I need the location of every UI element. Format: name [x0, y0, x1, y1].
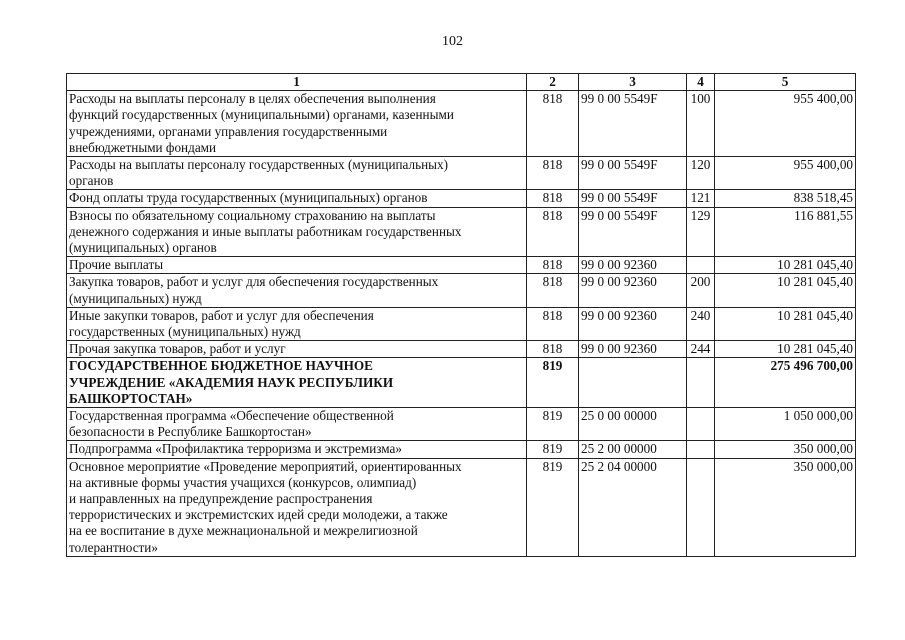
row-grbs: 818: [527, 207, 579, 257]
table-row: [67, 274, 856, 307]
header-col-5: 5: [715, 74, 856, 91]
table-row: [67, 458, 856, 556]
row-grbs: 818: [527, 307, 579, 340]
table-row: [67, 257, 856, 274]
row-sum: 275 496 700,00: [715, 358, 856, 408]
row-name: Прочие выплаты: [67, 257, 527, 274]
row-grbs: 819: [527, 358, 579, 408]
table-row: [67, 441, 856, 458]
row-grbs: 818: [527, 157, 579, 190]
row-csr: 99 0 00 92360: [579, 341, 687, 358]
row-name: Расходы на выплаты персоналу в целях обеспечения выполнения функций государственных (муниципальными) органами, казенными учреждениями, органами управления государственными внебюджетными фондами: [67, 91, 527, 157]
row-vr: [687, 408, 715, 441]
row-vr: 240: [687, 307, 715, 340]
row-csr: 99 0 00 5549F: [579, 190, 687, 207]
row-csr: 99 0 00 5549F: [579, 207, 687, 257]
table-row-institution: [67, 358, 856, 408]
row-sum: 955 400,00: [715, 91, 856, 157]
row-sum: 1 050 000,00: [715, 408, 856, 441]
table-row: [67, 341, 856, 358]
row-csr: 99 0 00 5549F: [579, 157, 687, 190]
header-col-3: 3: [579, 74, 687, 91]
row-csr: 99 0 00 5549F: [579, 91, 687, 157]
row-vr: 120: [687, 157, 715, 190]
row-csr: 25 2 00 00000: [579, 441, 687, 458]
row-name: ГОСУДАРСТВЕННОЕ БЮДЖЕТНОЕ НАУЧНОЕ УЧРЕЖДЕНИЕ «АКАДЕМИЯ НАУК РЕСПУБЛИКИ БАШКОРТОСТАН»: [67, 358, 527, 408]
row-sum: 350 000,00: [715, 458, 856, 556]
row-vr: 244: [687, 341, 715, 358]
table-row: [67, 190, 856, 207]
row-grbs: 818: [527, 91, 579, 157]
table-row: [67, 307, 856, 340]
table-row: [67, 207, 856, 257]
row-vr: [687, 358, 715, 408]
row-sum: 955 400,00: [715, 157, 856, 190]
row-vr: [687, 441, 715, 458]
row-sum: 838 518,45: [715, 190, 856, 207]
header-col-4: 4: [687, 74, 715, 91]
row-vr: 129: [687, 207, 715, 257]
row-name: Подпрограмма «Профилактика терроризма и экстремизма»: [67, 441, 527, 458]
row-vr: 100: [687, 91, 715, 157]
row-vr: [687, 458, 715, 556]
row-grbs: 818: [527, 190, 579, 207]
row-name: Закупка товаров, работ и услуг для обеспечения государственных (муниципальных) нужд: [67, 274, 527, 307]
header-row: [67, 74, 856, 91]
row-name: Государственная программа «Обеспечение общественной безопасности в Республике Башкортостан»: [67, 408, 527, 441]
row-name: Расходы на выплаты персоналу государственных (муниципальных) органов: [67, 157, 527, 190]
header-col-1: 1: [67, 74, 527, 91]
row-csr: 99 0 00 92360: [579, 274, 687, 307]
row-vr: 121: [687, 190, 715, 207]
header-col-2: 2: [527, 74, 579, 91]
row-name: Фонд оплаты труда государственных (муниципальных) органов: [67, 190, 527, 207]
row-csr: 25 0 00 00000: [579, 408, 687, 441]
row-name: Взносы по обязательному социальному страхованию на выплаты денежного содержания и иные выплаты работникам государственных (муниципальных) органов: [67, 207, 527, 257]
table-row: [67, 157, 856, 190]
row-csr: 99 0 00 92360: [579, 307, 687, 340]
row-grbs: 819: [527, 441, 579, 458]
row-name: Основное мероприятие «Проведение мероприятий, ориентированных на активные формы участия учащихся (конкурсов, олимпиад) и направленных на предупреждение распространения террористических и экстремистских идей среди молодежи, а также на ее воспитание в духе межнациональной и межрелигиозной толерантности»: [67, 458, 527, 556]
row-grbs: 819: [527, 408, 579, 441]
row-vr: 200: [687, 274, 715, 307]
budget-table: [66, 73, 856, 557]
row-grbs: 818: [527, 341, 579, 358]
row-grbs: 818: [527, 257, 579, 274]
row-csr: 25 2 04 00000: [579, 458, 687, 556]
row-name: Прочая закупка товаров, работ и услуг: [67, 341, 527, 358]
row-vr: [687, 257, 715, 274]
row-sum: 10 281 045,40: [715, 257, 856, 274]
row-csr: 99 0 00 92360: [579, 257, 687, 274]
row-csr: [579, 358, 687, 408]
row-grbs: 819: [527, 458, 579, 556]
row-sum: 116 881,55: [715, 207, 856, 257]
row-sum: 10 281 045,40: [715, 274, 856, 307]
page-number: 102: [442, 34, 463, 49]
row-sum: 350 000,00: [715, 441, 856, 458]
table-row: [67, 91, 856, 157]
row-sum: 10 281 045,40: [715, 341, 856, 358]
row-grbs: 818: [527, 274, 579, 307]
table-row: [67, 408, 856, 441]
row-name: Иные закупки товаров, работ и услуг для обеспечения государственных (муниципальных) нужд: [67, 307, 527, 340]
row-sum: 10 281 045,40: [715, 307, 856, 340]
